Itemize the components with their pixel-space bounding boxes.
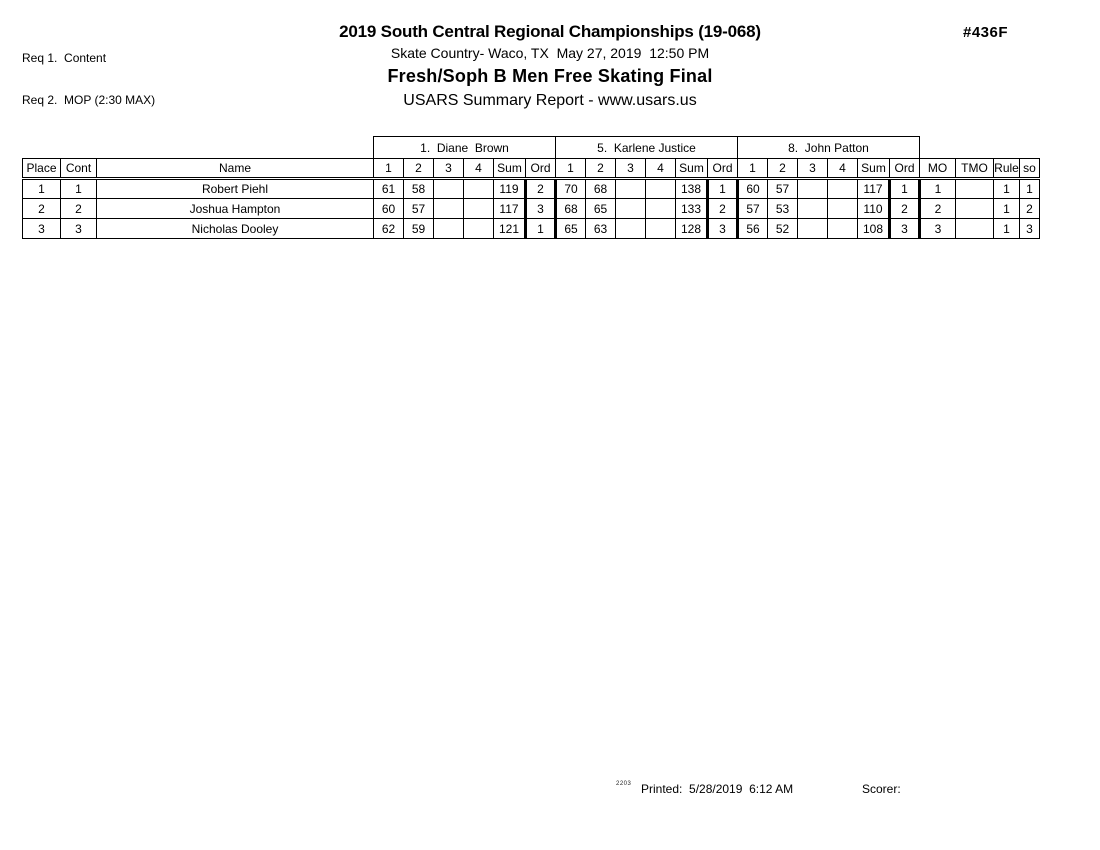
sum-cell: 110 <box>858 199 890 219</box>
ord-cell: 1 <box>890 179 920 199</box>
ord-cell: 2 <box>526 179 556 199</box>
score-cell <box>646 179 676 199</box>
header-judge3-4: 4 <box>828 159 858 179</box>
name-cell: Nicholas Dooley <box>97 219 374 239</box>
score-cell <box>434 219 464 239</box>
place-cell: 3 <box>23 219 61 239</box>
so-cell: 2 <box>1020 199 1040 219</box>
header-judge1-1: 1 <box>374 159 404 179</box>
sum-cell: 121 <box>494 219 526 239</box>
mo-cell: 1 <box>920 179 956 199</box>
score-cell <box>434 179 464 199</box>
header-judge2-1: 1 <box>556 159 586 179</box>
ord-cell: 3 <box>890 219 920 239</box>
ord-cell: 1 <box>708 179 738 199</box>
header-judge1-sum: Sum <box>494 159 526 179</box>
score-cell <box>616 199 646 219</box>
header-name: Name <box>97 159 374 179</box>
header-judge1-4: 4 <box>464 159 494 179</box>
judges-header-row <box>23 137 1040 159</box>
score-cell: 58 <box>404 179 434 199</box>
rule-cell: 1 <box>994 219 1020 239</box>
sum-cell: 119 <box>494 179 526 199</box>
sum-cell: 128 <box>676 219 708 239</box>
judge-name-2: 5. Karlene Justice <box>556 137 738 159</box>
score-cell: 68 <box>586 179 616 199</box>
printed-timestamp: Printed: 5/28/2019 6:12 AM <box>641 782 794 796</box>
cont-cell: 2 <box>61 199 97 219</box>
score-cell: 65 <box>556 219 586 239</box>
header-judge2-ord: Ord <box>708 159 738 179</box>
tmo-cell <box>956 219 994 239</box>
score-cell: 53 <box>768 199 798 219</box>
score-cell: 52 <box>768 219 798 239</box>
header-judge2-2: 2 <box>586 159 616 179</box>
place-cell: 1 <box>23 179 61 199</box>
score-cell <box>464 219 494 239</box>
score-cell <box>798 219 828 239</box>
score-cell: 60 <box>374 199 404 219</box>
sum-cell: 138 <box>676 179 708 199</box>
score-cell: 57 <box>738 199 768 219</box>
place-cell: 2 <box>23 199 61 219</box>
mo-cell: 2 <box>920 199 956 219</box>
name-cell: Joshua Hampton <box>97 199 374 219</box>
header-judge3-sum: Sum <box>858 159 890 179</box>
score-cell <box>434 199 464 219</box>
header-judge1-ord: Ord <box>526 159 556 179</box>
scorer-label: Scorer: <box>862 782 901 796</box>
sum-cell: 108 <box>858 219 890 239</box>
sum-cell: 133 <box>676 199 708 219</box>
table-row <box>23 219 1040 239</box>
results-table <box>22 136 1040 239</box>
table-row <box>23 199 1040 219</box>
ord-cell: 2 <box>890 199 920 219</box>
header-rule: Rule <box>994 159 1020 179</box>
score-cell: 65 <box>586 199 616 219</box>
name-cell: Robert Piehl <box>97 179 374 199</box>
event-ref-number: #436F <box>963 24 1009 41</box>
score-cell <box>798 179 828 199</box>
sum-cell: 117 <box>858 179 890 199</box>
req-line-1: Req 1. Content <box>22 51 107 65</box>
score-cell: 62 <box>374 219 404 239</box>
tmo-cell <box>956 179 994 199</box>
score-cell: 68 <box>556 199 586 219</box>
ord-cell: 3 <box>708 219 738 239</box>
score-cell: 57 <box>768 179 798 199</box>
score-cell <box>616 219 646 239</box>
table-row <box>23 179 1040 199</box>
judge-name-3: 8. John Patton <box>738 137 920 159</box>
ord-cell: 3 <box>526 199 556 219</box>
column-header-row <box>23 159 1040 179</box>
score-cell: 63 <box>586 219 616 239</box>
judge-header-spacer-right <box>920 137 1040 159</box>
cont-cell: 3 <box>61 219 97 239</box>
score-cell <box>828 219 858 239</box>
header-judge2-sum: Sum <box>676 159 708 179</box>
judge-header-spacer-left <box>23 137 374 159</box>
event-title: Fresh/Soph B Men Free Skating Final <box>387 66 713 86</box>
score-cell <box>646 219 676 239</box>
header-mo: MO <box>920 159 956 179</box>
score-cell <box>464 199 494 219</box>
header-place: Place <box>23 159 61 179</box>
footer-version-code: 2203 <box>616 781 632 787</box>
score-cell <box>798 199 828 219</box>
header-so: so <box>1020 159 1040 179</box>
req-line-2: Req 2. MOP (2:30 MAX) <box>22 93 156 107</box>
rule-cell: 1 <box>994 199 1020 219</box>
ord-cell: 2 <box>708 199 738 219</box>
score-cell <box>828 179 858 199</box>
score-cell <box>828 199 858 219</box>
rule-cell: 1 <box>994 179 1020 199</box>
tmo-cell <box>956 199 994 219</box>
score-cell: 61 <box>374 179 404 199</box>
so-cell: 1 <box>1020 179 1040 199</box>
venue-date-line: Skate Country- Waco, TX May 27, 2019 12:50 PM <box>390 45 710 61</box>
header-judge1-2: 2 <box>404 159 434 179</box>
championship-title: 2019 South Central Regional Championships (19-068) <box>339 22 761 41</box>
sum-cell: 117 <box>494 199 526 219</box>
score-cell: 57 <box>404 199 434 219</box>
so-cell: 3 <box>1020 219 1040 239</box>
header-judge3-3: 3 <box>798 159 828 179</box>
header-judge1-3: 3 <box>434 159 464 179</box>
score-cell <box>464 179 494 199</box>
score-cell <box>616 179 646 199</box>
score-cell: 60 <box>738 179 768 199</box>
report-title: USARS Summary Report - www.usars.us <box>403 92 697 109</box>
score-cell: 56 <box>738 219 768 239</box>
report-header <box>0 22 1100 110</box>
header-judge2-4: 4 <box>646 159 676 179</box>
header-cont: Cont <box>61 159 97 179</box>
cont-cell: 1 <box>61 179 97 199</box>
score-cell: 59 <box>404 219 434 239</box>
header-judge3-2: 2 <box>768 159 798 179</box>
header-tmo: TMO <box>956 159 994 179</box>
mo-cell: 3 <box>920 219 956 239</box>
judge-name-1: 1. Diane Brown <box>374 137 556 159</box>
header-judge3-1: 1 <box>738 159 768 179</box>
ord-cell: 1 <box>526 219 556 239</box>
header-judge3-ord: Ord <box>890 159 920 179</box>
score-cell <box>646 199 676 219</box>
header-judge2-3: 3 <box>616 159 646 179</box>
score-cell: 70 <box>556 179 586 199</box>
